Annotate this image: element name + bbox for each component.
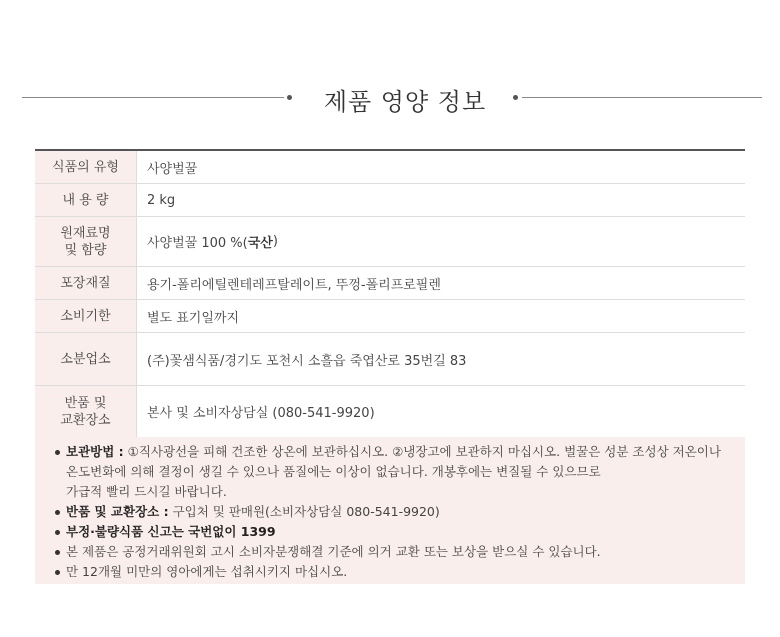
row-value: 사양벌꿀: [147, 161, 198, 177]
note-exchange-text: 구입처 및 판매원(소비자상담실 080-541-9920): [168, 504, 440, 519]
row-value: (주)꽃샘식품/경기도 포천시 소흘읍 죽엽산로 35번길 83: [147, 353, 467, 369]
ingredients-suffix: ): [272, 234, 278, 249]
table-row-expiry: [35, 300, 745, 333]
table-row-food-type: [35, 151, 745, 184]
ingredients-origin: 국산: [247, 236, 273, 251]
note-storage-cont-2: [55, 482, 725, 502]
row-value: 본사 및 소비자상담실 (080-541-9920): [147, 406, 375, 421]
row-label: [35, 386, 137, 437]
note-exchange-label: 반품 및 교환장소 :: [66, 504, 169, 519]
row-label: 소비기한: [35, 300, 137, 332]
note-infant: [55, 562, 725, 582]
table-row-packaging: [35, 267, 745, 300]
title-bullet-left-icon: [287, 95, 292, 100]
title-row: [22, 80, 762, 116]
row-value: 별도 표기일까지: [147, 310, 240, 326]
table-row-returns: [35, 386, 745, 437]
row-label-text: 반품 및 교환장소: [60, 395, 111, 428]
row-label: 내 용 량: [35, 184, 137, 216]
product-info-table: [35, 149, 745, 439]
row-label: 포장재질: [35, 267, 137, 299]
row-label: 소분업소: [35, 333, 137, 385]
note-report: [55, 522, 725, 542]
title-bullet-right-icon: [513, 95, 518, 100]
table-row-repacker: [35, 333, 745, 386]
note-exchange: [55, 502, 725, 522]
note-storage-text-3: 가급적 빨리 드시길 바랍니다.: [66, 484, 227, 499]
note-report-text: 부정·불량식품 신고는 국번없이 1399: [66, 524, 276, 539]
note-storage: [55, 442, 725, 462]
table-row-ingredients: [35, 217, 745, 267]
note-storage-label: 보관방법 :: [66, 444, 124, 459]
note-infant-text: 만 12개월 미만의 영아에게는 섭취시키지 마십시오.: [66, 564, 348, 579]
note-storage-text-2: 온도변화에 의해 결정이 생길 수 있으나 품질에는 이상이 없습니다. 개봉후에는 변질될 수 있으므로: [66, 464, 601, 479]
note-compensation-text: 본 제품은 공정거래위원회 고시 소비자분쟁해결 기준에 의거 교환 또는 보상을 받으실 수 있습니다.: [66, 544, 601, 559]
row-value: [137, 217, 745, 266]
ingredients-prefix: 사양벌꿀 100 %(: [147, 236, 248, 251]
row-label: [35, 217, 137, 266]
title-divider-right: [522, 97, 762, 98]
table-row-volume: [35, 184, 745, 217]
row-value: 2 kg: [147, 192, 176, 208]
row-value: 용기-폴리에틸렌테레프탈레이트, 뚜껑-폴리프로필렌: [147, 277, 441, 293]
note-storage-cont: [55, 462, 725, 482]
page-title: 제품 영양 정보: [323, 88, 487, 116]
note-compensation: [55, 542, 725, 562]
notes-box: [35, 437, 745, 584]
row-label-text: 원재료명 및 함량: [60, 225, 111, 258]
note-storage-text: ①직사광선을 피해 건조한 상온에 보관하십시오. ②냉장고에 보관하지 마십시오. 벌꿀은 성분 조성상 저온이나: [123, 444, 721, 459]
row-label: 식품의 유형: [35, 151, 137, 183]
title-divider-left: [22, 97, 284, 98]
